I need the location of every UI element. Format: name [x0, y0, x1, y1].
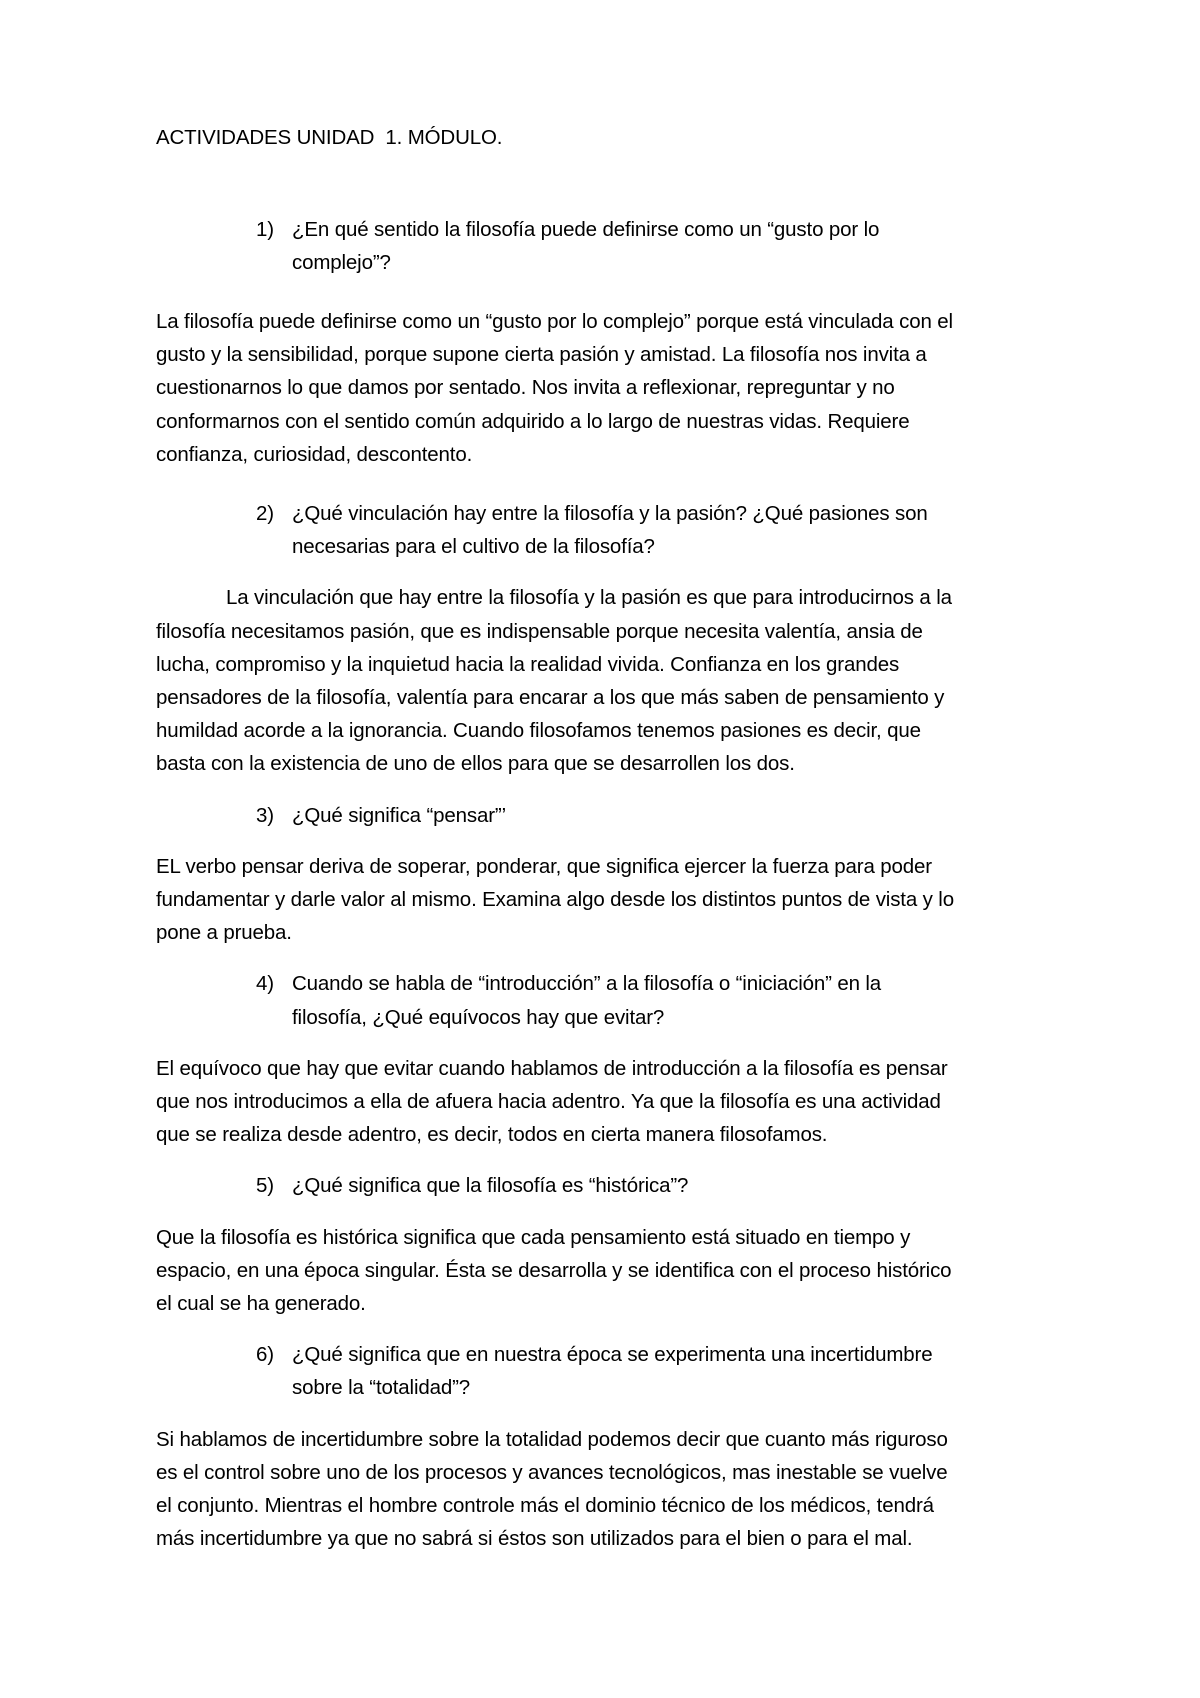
list-item — [156, 967, 956, 1169]
question-text: ¿En qué sentido la filosofía puede definirse como un “gusto por lo complejo”? — [292, 217, 880, 274]
question-2 — [156, 497, 956, 563]
question-1 — [156, 213, 956, 279]
question-3 — [156, 799, 956, 832]
question-text: ¿Qué vinculación hay entre la filosofía y la pasión? ¿Qué pasiones son necesarias para el cultivo de la filosofía? — [292, 501, 928, 559]
spacer — [156, 1320, 956, 1338]
list-item — [156, 213, 956, 497]
spacer — [156, 832, 956, 850]
question-4 — [156, 967, 956, 1033]
question-text: ¿Qué significa que en nuestra época se experimenta una incertidumbre sobre la “totalidad”? — [292, 1343, 933, 1400]
answer-5: Que la filosofía es histórica significa que cada pensamiento está situado en tiempo y espacio, en una época singular. Ésta se desarrolla y se identifica con el proceso histórico el cual se ha generado. — [156, 1225, 952, 1315]
spacer — [156, 781, 956, 799]
spacer — [156, 949, 956, 967]
question-number: 3) — [256, 803, 274, 827]
list-item — [156, 1169, 956, 1338]
list-item — [156, 799, 956, 968]
spacer — [156, 149, 956, 213]
question-6 — [156, 1338, 956, 1404]
question-number: 5) — [256, 1174, 274, 1198]
answer-3: EL verbo pensar deriva de soperar, ponderar, que significa ejercer la fuerza para poder fundamentar y darle valor al mismo. Examina algo desde los distintos puntos de vista y lo pone a prueba. — [156, 854, 954, 945]
activities-list — [156, 213, 956, 1556]
spacer — [156, 471, 956, 497]
list-item — [156, 1338, 956, 1555]
answer-6: Si hablamos de incertidumbre sobre la totalidad podemos decir que cuanto más riguroso es el control sobre uno de los procesos y avances tecnológicos, mas inestable se vuelve el conjunto. Mientras el hombre controle más el dominio técnico de los médicos, tendrá más incertidumbre ya que no sabrá si éstos son utilizados para el bien o para el mal. — [156, 1427, 948, 1551]
question-text: ¿Qué significa que la filosofía es “histórica”? — [292, 1174, 689, 1198]
spacer — [156, 1405, 956, 1423]
spacer — [156, 279, 956, 305]
question-number: 6) — [256, 1343, 274, 1367]
question-number: 4) — [256, 972, 274, 996]
question-text: Cuando se habla de “introducción” a la filosofía o “iniciación” en la filosofía, ¿Qué equívocos hay que evitar? — [292, 972, 882, 1029]
spacer — [156, 1203, 956, 1221]
question-number: 2) — [256, 501, 274, 525]
question-5 — [156, 1169, 956, 1202]
answer-1: La filosofía puede definirse como un “gusto por lo complejo” porque está vinculada con el gusto y la sensibilidad, porque supone cierta pasión y amistad. La filosofía nos invita a cuestionarnos lo que damos por sentado. Nos invita a reflexionar, repreguntar y no conformarnos con el sentido común adquirido a lo largo de nuestras vidas. Requiere confianza, curiosidad, descontento. — [156, 309, 953, 466]
question-number: 1) — [256, 217, 274, 241]
question-text: ¿Qué significa “pensar”’ — [292, 803, 507, 827]
page-title: ACTIVIDADES UNIDAD 1. MÓDULO. — [156, 126, 503, 149]
answer-4: El equívoco que hay que evitar cuando hablamos de introducción a la filosofía es pensar que nos introducimos a ella de afuera hacia adentro. Ya que la filosofía es una actividad que se realiza desde adentro, es decir, todos en cierta manera filosofamos. — [156, 1056, 948, 1147]
spacer — [156, 1151, 956, 1169]
list-item — [156, 497, 956, 799]
document-body — [156, 128, 956, 1555]
spacer — [156, 1034, 956, 1052]
answer-2: La vinculación que hay entre la filosofía y la pasión es que para introducirnos a la filosofía necesitamos pasión, que es indispensable porque necesita valentía, ansia de lucha, compromiso y la inquietud hacia la realidad vivida. Confianza en los grandes pensadores de la filosofía, valentía para encarar a los que más saben de pensamiento y humildad acorde a la ignorancia. Cuando filosofamos tenemos pasiones es decir, que basta con la existencia de uno de ellos para que se desarrollen los dos. — [156, 586, 952, 776]
spacer — [156, 563, 956, 581]
